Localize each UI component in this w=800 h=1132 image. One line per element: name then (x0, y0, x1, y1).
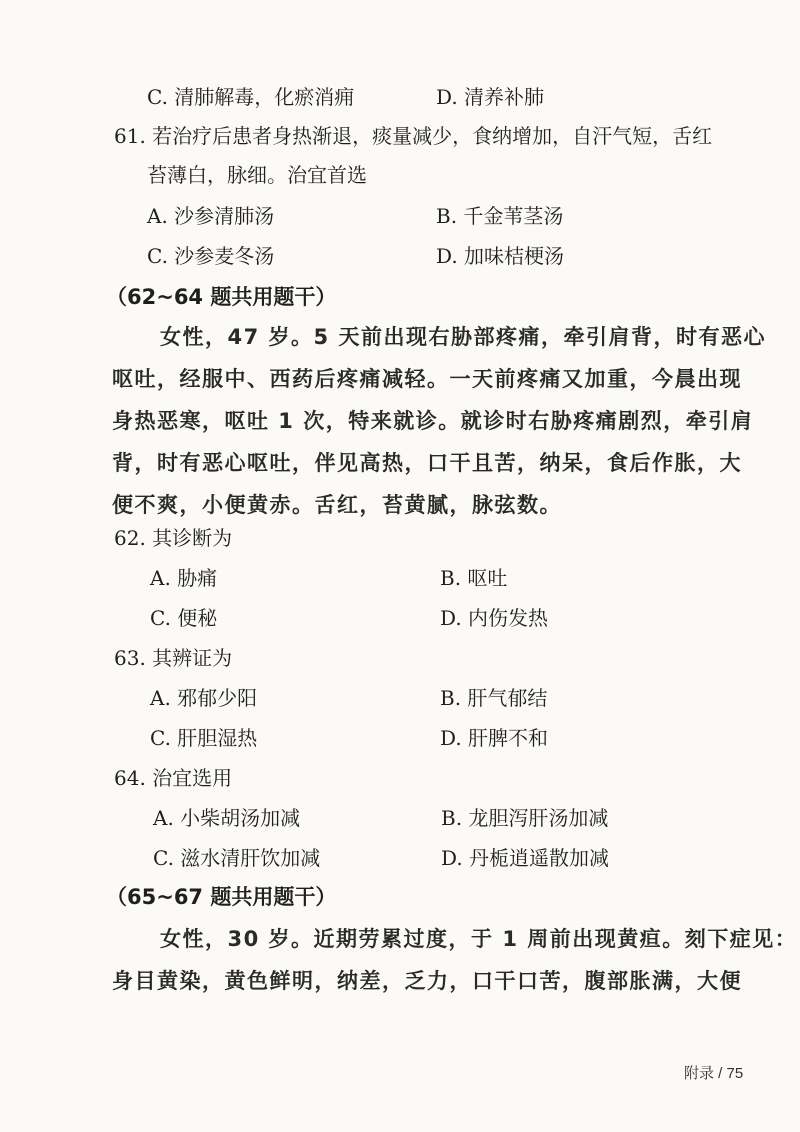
q61-option-a: A. 沙参清肺汤 (147, 204, 275, 228)
q63-option-c: C. 肝胆湿热 (150, 726, 258, 750)
q62-option-d: D. 内伤发热 (440, 606, 549, 630)
case-65-67-line1: 女性，30 岁。近期劳累过度，于 1 周前出现黄疸。刻下症见： (160, 927, 798, 951)
case-62-64-line1: 女性，47 岁。5 天前出现右胁部疼痛，牵引肩背，时有恶心 (160, 325, 766, 349)
q62-option-a: A. 胁痛 (150, 566, 218, 590)
q61-option-c: C. 沙参麦冬汤 (147, 244, 275, 268)
q63-stem: 63. 其辨证为 (114, 646, 233, 670)
q64-option-b: B. 龙胆泻肝汤加减 (441, 806, 609, 830)
q61-option-d: D. 加味桔梗汤 (436, 244, 565, 268)
group-62-64-title: （62~64 题共用题干） (106, 285, 337, 309)
group-65-67-title: （65~67 题共用题干） (106, 885, 337, 909)
q63-option-d: D. 肝脾不和 (440, 726, 549, 750)
q63-option-b: B. 肝气郁结 (440, 686, 548, 710)
page-number: 附录 / 75 (684, 1065, 744, 1082)
case-65-67-line2: 身目黄染，黄色鲜明，纳差，乏力，口干口苦，腹部胀满，大便 (112, 969, 742, 993)
q64-option-d: D. 丹栀逍遥散加减 (441, 846, 610, 870)
q64-option-c: C. 滋水清肝饮加减 (153, 846, 321, 870)
q61-stem-line1: 61. 若治疗后患者身热渐退，痰量减少，食纳增加，自汗气短，舌红 (114, 124, 713, 148)
q64-stem: 64. 治宜选用 (114, 766, 233, 790)
q62-option-b: B. 呕吐 (440, 566, 508, 590)
q60-option-d: D. 清养补肺 (436, 85, 545, 109)
case-62-64-line2: 呕吐，经服中、西药后疼痛减轻。一天前疼痛又加重，今晨出现 (112, 367, 742, 391)
q62-option-c: C. 便秘 (150, 606, 218, 630)
case-62-64-line4: 背，时有恶心呕吐，伴见高热，口干且苦，纳呆，食后作胀，大 (112, 451, 742, 475)
q62-stem: 62. 其诊断为 (114, 526, 233, 550)
q60-option-c: C. 清肺解毒，化瘀消痈 (147, 85, 355, 109)
case-62-64-line5: 便不爽，小便黄赤。舌红，苔黄腻，脉弦数。 (112, 493, 562, 517)
q63-option-a: A. 邪郁少阳 (150, 686, 258, 710)
q61-stem-line2: 苔薄白，脉细。治宜首选 (147, 163, 367, 187)
q64-option-a: A. 小柴胡汤加减 (153, 806, 301, 830)
q61-option-b: B. 千金苇茎汤 (436, 204, 564, 228)
case-62-64-line3: 身热恶寒，呕吐 1 次，特来就诊。就诊时右胁疼痛剧烈，牵引肩 (112, 409, 754, 433)
